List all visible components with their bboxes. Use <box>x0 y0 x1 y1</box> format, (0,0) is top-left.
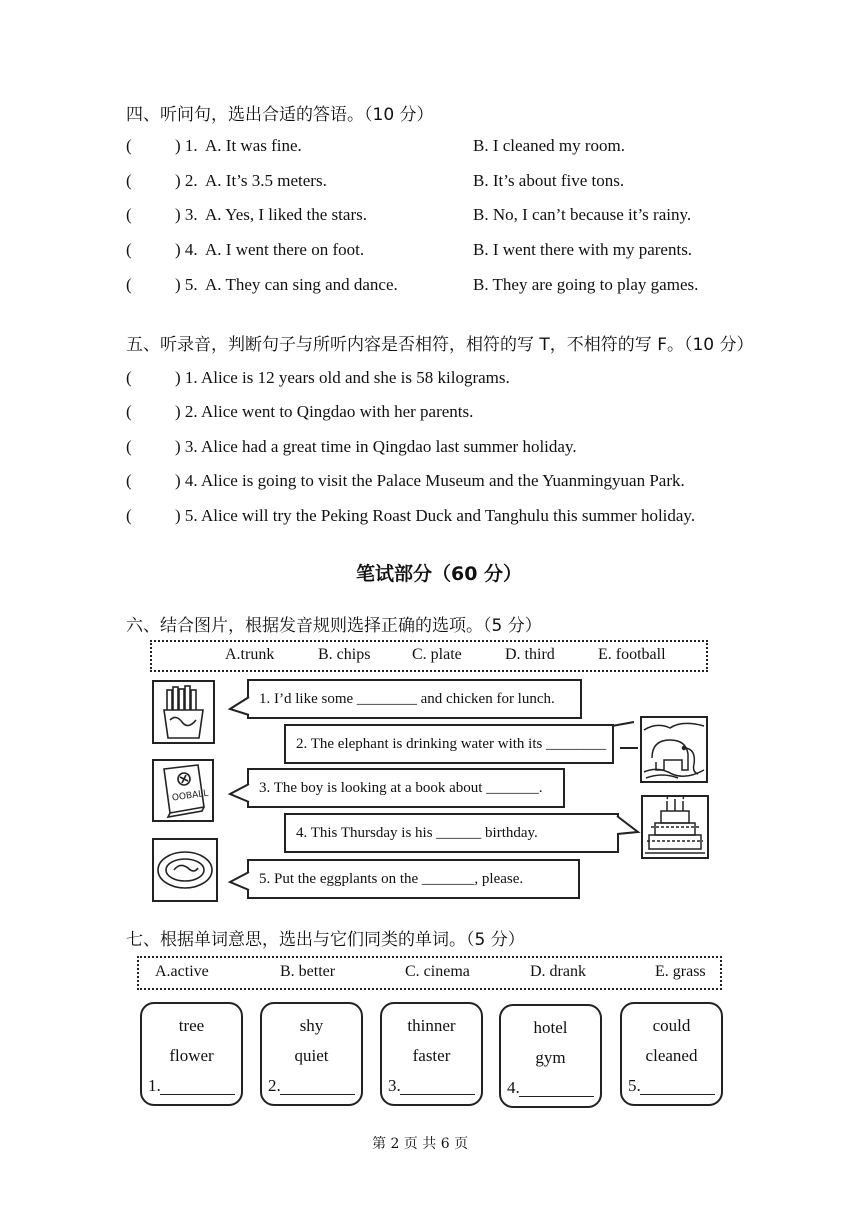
answer-paren: ( <box>126 171 132 190</box>
section4-item-2-option-b: B. It’s about five tons. <box>473 171 625 190</box>
answer-blank[interactable] <box>519 1096 594 1097</box>
section5-item-3: ) 3. Alice had a great time in Qingdao last summer holiday. <box>175 437 577 456</box>
word-group-card-1 <box>140 1002 243 1106</box>
bubble-tail <box>230 872 250 894</box>
section6-title: 六、结合图片，根据发音规则选择正确的选项。（5 分） <box>126 616 542 636</box>
section4-title: 四、听问句，选出合适的答语。（10 分） <box>126 105 434 125</box>
section6-option-c: C. plate <box>412 646 462 663</box>
answer-paren: ( <box>126 506 132 525</box>
section4-item-4-option-a: A. I went there on foot. <box>205 240 365 259</box>
section7-option-b: B. better <box>280 963 336 980</box>
answer-blank[interactable] <box>640 1094 715 1095</box>
section4-item-1-a: ) 1. <box>175 136 198 155</box>
section4-item-1-option-b: B. I cleaned my room. <box>473 136 626 155</box>
section4-item-5-option-b: B. They are going to play games. <box>473 275 699 294</box>
sentence-1: 1. I’d like some ________ and chicken for lunch. <box>259 690 555 707</box>
card-word-2: gym <box>535 1048 566 1067</box>
sentence-3-bubble <box>247 768 565 808</box>
sentence-2-bubble <box>284 724 614 764</box>
sentence-4-bubble <box>284 813 619 853</box>
section4-item-1-option-a: A. It was fine. <box>205 136 302 155</box>
section7-option-c: C. cinema <box>405 963 470 980</box>
card-word-1: thinner <box>407 1016 456 1035</box>
section6-option-d: D. third <box>505 646 555 663</box>
sentence-4: 4. This Thursday is his ______ birthday. <box>296 824 538 841</box>
section5-item-1: ) 1. Alice is 12 years old and she is 58 kilograms. <box>175 368 510 387</box>
bubble-tail <box>616 812 640 838</box>
section6-option-e: E. football <box>598 646 666 663</box>
card-number: 4. <box>507 1078 520 1097</box>
football-book-picture <box>152 759 214 822</box>
bubble-tail <box>612 720 642 760</box>
section5-title: 五、听录音，判断句子与所听内容是否相符，相符的写 T，不相符的写 F。（10 分） <box>126 335 754 355</box>
answer-paren: ( <box>126 275 132 294</box>
section4-item-4-num: ) 4. <box>175 240 198 259</box>
section5-item-2: ) 2. Alice went to Qingdao with her parents. <box>175 402 474 421</box>
section7-option-e: E. grass <box>655 963 706 980</box>
sentence-5-bubble <box>247 859 580 899</box>
elephant-picture <box>640 716 708 783</box>
card-word-1: tree <box>178 1016 205 1035</box>
section4-item-4-option-b: B. I went there with my parents. <box>473 240 693 259</box>
section4-item-3-option-b: B. No, I can’t because it’s rainy. <box>473 205 692 224</box>
chips-picture <box>152 680 215 744</box>
card-number: 1. <box>148 1076 161 1095</box>
page-footer: 第 2 页 共 6 页 <box>372 1136 469 1152</box>
card-word-1: could <box>652 1016 691 1035</box>
bubble-tail <box>230 697 250 719</box>
answer-paren: ( <box>126 437 132 456</box>
answer-paren: ( <box>126 368 132 387</box>
card-word-2: quiet <box>294 1046 329 1065</box>
word-group-card-3 <box>380 1002 483 1106</box>
plate-picture <box>152 838 218 902</box>
section4-item-3-num: ) 3. <box>175 205 198 224</box>
sentence-1-bubble <box>247 679 582 719</box>
card-number: 2. <box>268 1076 281 1095</box>
answer-paren: ( <box>126 471 132 490</box>
card-word-2: faster <box>412 1046 451 1065</box>
card-number: 3. <box>388 1076 401 1095</box>
book-cover-text: OOBALL <box>171 788 209 804</box>
card-word-2: cleaned <box>645 1046 698 1065</box>
card-word-1: shy <box>299 1016 324 1035</box>
section6-option-b: B. chips <box>318 646 371 663</box>
section6-option-a: A.trunk <box>225 646 275 663</box>
sentence-5: 5. Put the eggplants on the _______, please. <box>259 870 524 887</box>
section4-item-2-num: ) 2. <box>175 171 198 190</box>
bubble-tail <box>230 784 250 806</box>
sentence-2: 2. The elephant is drinking water with its ________ <box>296 735 607 752</box>
card-word-1: hotel <box>533 1018 568 1037</box>
sentence-3: 3. The boy is looking at a book about _______. <box>259 779 543 796</box>
section4-item-3-option-a: A. Yes, I liked the stars. <box>205 205 367 224</box>
section5-item-5: ) 5. Alice will try the Peking Roast Duck and Tanghulu this summer holiday. <box>175 506 696 525</box>
section4-item-2-option-a: A. It’s 3.5 meters. <box>205 171 327 190</box>
answer-paren: ( <box>126 240 132 259</box>
word-group-card-4 <box>499 1004 602 1108</box>
section7-option-d: D. drank <box>530 963 586 980</box>
section7-option-a: A.active <box>155 963 209 980</box>
card-number: 5. <box>628 1076 641 1095</box>
card-word-2: flower <box>169 1046 214 1065</box>
section5-item-4: ) 4. Alice is going to visit the Palace Museum and the Yuanmingyuan Park. <box>175 471 685 490</box>
word-group-card-5 <box>620 1002 723 1106</box>
answer-paren: ( <box>126 205 132 224</box>
word-group-card-2 <box>260 1002 363 1106</box>
answer-blank[interactable] <box>400 1094 475 1095</box>
answer-blank[interactable] <box>160 1094 235 1095</box>
answer-paren: ( <box>126 136 132 155</box>
section4-item-5-option-a: A. They can sing and dance. <box>205 275 398 294</box>
section4-item-5-num: ) 5. <box>175 275 198 294</box>
section7-title: 七、根据单词意思，选出与它们同类的单词。（5 分） <box>126 930 525 950</box>
written-part-title: 笔试部分（60 分） <box>356 563 523 585</box>
birthday-cake-picture <box>641 795 709 859</box>
answer-paren: ( <box>126 402 132 421</box>
answer-blank[interactable] <box>280 1094 355 1095</box>
